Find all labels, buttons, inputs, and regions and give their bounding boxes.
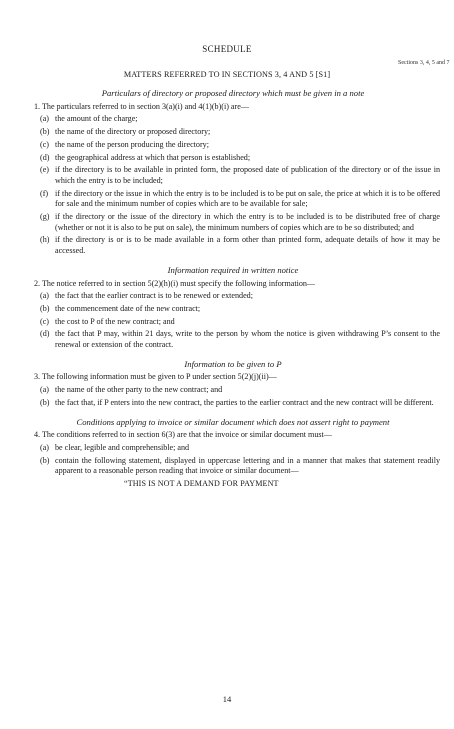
list-item <box>26 165 440 186</box>
list-item <box>26 329 440 350</box>
item-label: (a) <box>40 442 49 452</box>
list-item <box>26 212 440 233</box>
item-text: if the directory is to be available in printed form, the proposed date of publication of the directory or of the issue in which the entry is to be included; <box>55 165 440 185</box>
list-item <box>26 140 440 151</box>
list-item <box>26 385 440 396</box>
item-label: (d) <box>40 329 50 339</box>
list-item <box>26 114 440 125</box>
item-label: (a) <box>40 114 49 124</box>
item-label: (b) <box>40 455 50 465</box>
list-item <box>26 443 440 454</box>
item-text: if the directory or the issue of the directory in which the entry is to be included is to be distributed free of charge (whether or not it is also to be put on sale), the minimum numbers of copies which are to be so distributed; and <box>55 212 440 232</box>
item-label: (b) <box>40 303 50 313</box>
paragraph-3-intro: 3. The following information must be given to P under section 5(2)(j)(ii)— <box>34 372 277 382</box>
item-text: the geographical address at which that person is established; <box>55 152 251 162</box>
item-text: if the directory or the issue in which the entry is to be included is to be put on sale, the price at which it is to be offered for sale and the minimum number of copies which are to be available for sale; <box>55 188 440 209</box>
item-text: contain the following statement, displayed in uppercase lettering and in a manner that makes that statement readily apparent to a reasonable person reading that invoice or similar document— <box>55 455 440 476</box>
item-label: (b) <box>40 127 50 137</box>
item-label: (h) <box>40 235 50 245</box>
list-item <box>26 317 440 328</box>
section-heading-information-to-p: Information to be given to P <box>184 358 282 369</box>
item-label: (d) <box>40 152 50 162</box>
item-label: (f) <box>40 188 49 198</box>
item-text: the name of the other party to the new contract; and <box>55 385 223 395</box>
section-heading-written-notice: Information required in written notice <box>167 264 299 275</box>
margin-note: Sections 3, 4, 5 and 7 <box>398 60 450 66</box>
list-item <box>26 153 440 164</box>
required-statement: “THIS IS NOT A DEMAND FOR PAYMENT <box>124 479 279 489</box>
item-text: the commencement date of the new contract; <box>55 303 201 313</box>
paragraph-2-intro: 2. The notice referred to in section 5(2)(h)(i) must specify the following information— <box>34 278 316 288</box>
item-text: the fact that P may, within 21 days, write to the person by whom the notice is given withdrawing P’s consent to the renewal or extension of the contract. <box>55 329 440 350</box>
list-item <box>26 235 440 256</box>
item-text: the amount of the charge; <box>55 114 138 124</box>
item-text: the fact that, if P enters into the new contract, the parties to the earlier contract and the new contract will be different. <box>55 397 434 407</box>
schedule-title: SCHEDULE <box>202 44 252 54</box>
schedule-subtitle: MATTERS REFERRED TO IN SECTIONS 3, 4 AND 5 [S1] <box>123 70 331 79</box>
page-number: 14 <box>222 694 232 704</box>
item-label: (b) <box>40 397 50 407</box>
item-label: (g) <box>40 212 50 222</box>
list-item <box>26 127 440 138</box>
item-label: (a) <box>40 385 49 395</box>
list-item <box>26 398 440 409</box>
list-item <box>26 291 440 302</box>
list-item <box>26 189 440 210</box>
list-item <box>26 304 440 315</box>
item-label: (a) <box>40 291 49 301</box>
section-heading-particulars: Particulars of directory or proposed directory which must be given in a note <box>101 88 365 98</box>
list-item <box>26 456 440 477</box>
item-text: if the directory is or is to be made available in a form other than printed form, adequate details of how it may be accessed. <box>55 235 440 256</box>
section-heading-conditions: Conditions applying to invoice or similar document which does not assert right to payment <box>76 416 390 427</box>
paragraph-4-intro: 4. The conditions referred to in section 6(3) are that the invoice or similar document must— <box>34 430 332 440</box>
item-text: be clear, legible and comprehensible; and <box>55 442 190 452</box>
schedule-content <box>26 88 440 490</box>
item-text: the name of the directory or proposed directory; <box>55 127 211 137</box>
item-text: the fact that the earlier contract is to be renewed or extended; <box>55 291 253 301</box>
item-label: (c) <box>40 316 49 326</box>
item-text: the name of the person producing the directory; <box>55 139 209 149</box>
item-text: the cost to P of the new contract; and <box>55 316 175 326</box>
item-label: (c) <box>40 139 49 149</box>
item-label: (e) <box>40 165 49 175</box>
paragraph-1-intro: 1. The particulars referred to in section 3(a)(i) and 4(1)(b)(i) are— <box>34 101 249 111</box>
